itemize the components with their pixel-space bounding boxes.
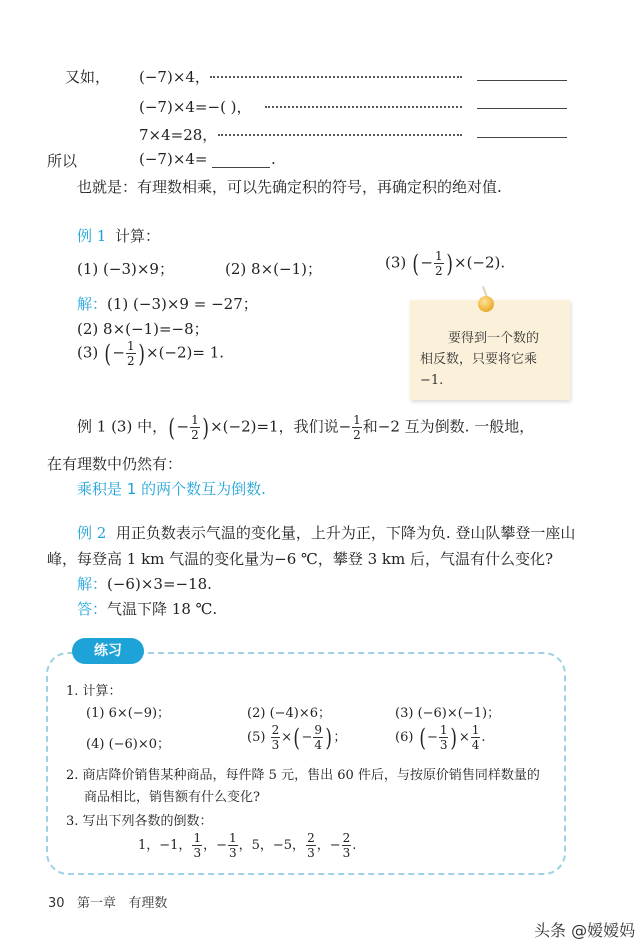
summary-text: 也就是：有理数相乘，可以先确定积的符号，再确定积的绝对值. [77,178,502,196]
dotted-leader [210,76,462,78]
ex1-problem-3: (3) (− $\frac{1}{2}$ )×(−2). [385,249,506,278]
chapter-number: 第一章 [76,896,116,911]
practice-q2-line2: 商品相比，销售额有什么变化? [84,790,260,805]
ex1-solution-2: (2) 8×(−1)=−8； [77,320,209,338]
fraction: $\frac{1}{2}$ [434,249,443,278]
ex1-solution-3: (3) (− $\frac{1}{2}$ )×(−2)= 1. [77,339,225,368]
page-footer [48,892,167,911]
example2-answer: 答：气温下降 18 ℃. [77,600,218,618]
practice-q1-item-4: (4) (−6)×0； [86,737,171,752]
page-number: 30 [48,896,65,911]
watermark: 头条 @嫒嫒妈 [534,921,636,940]
example2-label: 例 2 [77,524,107,542]
answer-blank-3[interactable] [477,137,567,138]
example2-line1: 例 2 用正负数表示气温的变化量，上升为正，下降为负. 登山队攀登一座山 [77,524,576,542]
reciprocal-line2: 在有理数中仍然有： [47,455,183,473]
practice-q2-line1: 2. 商店降价销售某种商品，每件降 5 元，售出 60 件后，与按原价销售同样数量的 [66,768,540,783]
chapter-title: 有理数 [128,896,168,911]
period: . [271,150,276,168]
ex1-solution-1: 解：(1) (−3)×9 = −27； [77,295,258,313]
side-note: 要得到一个数的 相反数，只要将它乘 −1. [410,300,570,400]
expr-line1: (−7)×4， [139,68,210,86]
answer-blank-2[interactable] [477,108,567,109]
answer-blank-1[interactable] [477,80,567,81]
practice-q1-item-2: (2) (−4)×6； [247,706,332,721]
practice-q1-item-3: (3) (−6)×(−1)； [395,706,501,721]
practice-q1-label: 1. 计算： [66,684,122,699]
example2-line2: 峰，每登高 1 km 气温的变化量为−6 ℃，攀登 3 km 后，气温有什么变化? [47,550,554,568]
example1-label: 例 1 [77,227,107,245]
expr-line4: (−7)×4= [139,150,208,168]
practice-q3-values: 1，−1， $\frac{1}{3}$ ，− $\frac{1}{3}$ ，5，−5， $\frac{2}{3}$ ，− $\frac{2}{3}$ . [138,831,357,860]
practice-q1-item-6: (6) (− $\frac{1}{3}$ )× $\frac{1}{4}$ . [395,723,486,752]
ex1-problem-2: (2) 8×(−1)； [225,260,322,278]
reciprocal-rule: 乘积是 1 的两个数互为倒数. [77,480,266,498]
expr-line2: (−7)×4=−( )， [139,98,252,116]
dotted-leader [265,106,462,108]
reciprocal-sentence: 例 1 (3) 中，(− $\frac{1}{2}$ )×(−2)=1，我们说− $\frac{1}{2}$ 和−2 互为倒数. 一般地， [77,413,535,442]
practice-q3-label: 3. 写出下列各数的倒数： [66,814,213,829]
ex1-problem-1: (1) (−3)×9； [77,260,174,278]
answer-blank-4[interactable] [212,167,270,168]
expr-line3: 7×4=28， [139,126,218,144]
fraction: $\frac{1}{2}$ [126,339,135,368]
solution-label: 解： [77,295,108,313]
practice-q1-item-1: (1) 6×(−9)； [86,706,171,721]
pushpin-icon [478,296,494,312]
example2-solution: 解：(−6)×3=−18. [77,575,212,593]
dotted-leader [218,134,462,136]
practice-q1-item-5: (5) $\frac{2}{3}$ ×(− $\frac{9}{4}$ )； [247,723,347,752]
label-so: 所以 [47,152,78,170]
practice-tab: 练习 [72,638,144,664]
example1-prompt: 计算： [115,227,161,245]
label-also: 又如， [65,68,111,86]
